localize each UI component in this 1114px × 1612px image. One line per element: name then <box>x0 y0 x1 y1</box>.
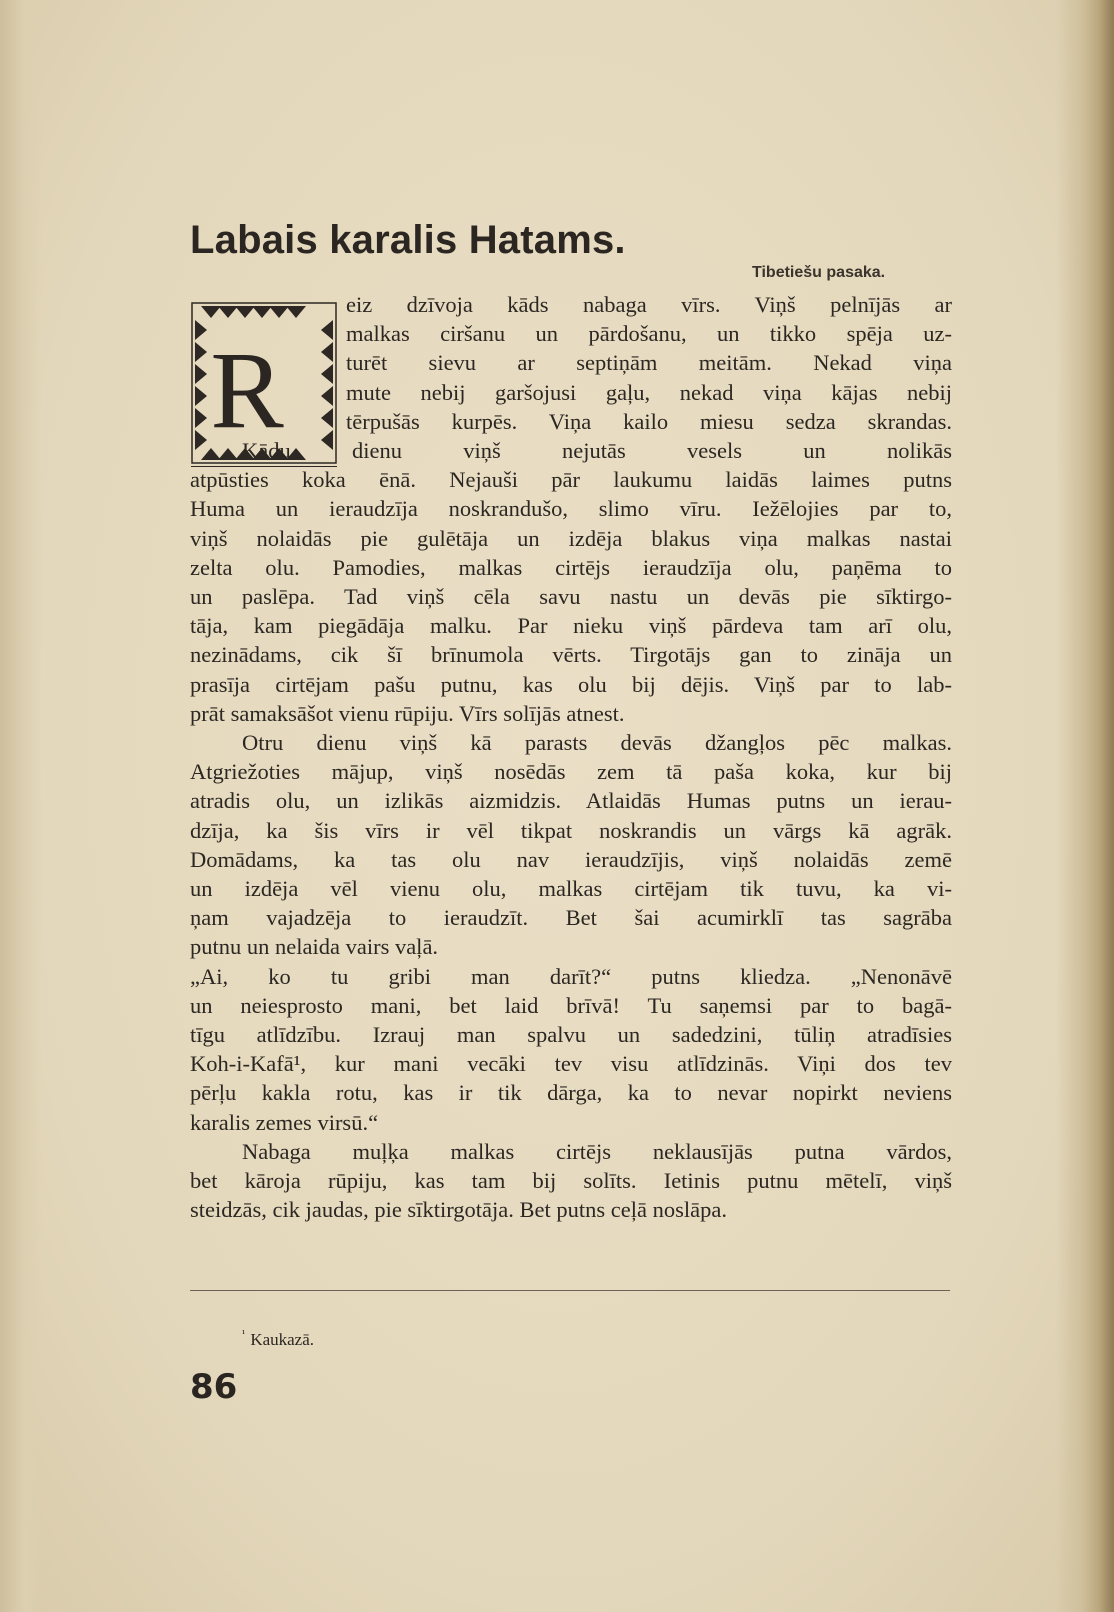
text-line: Domādams, ka tas olu nav ieraudzījis, viņš nolaidās zemē <box>190 846 952 872</box>
story-subtitle: Tibetiešu pasaka. <box>752 264 886 281</box>
text-line: Otru dienu viņš kā parasts devās džangļos pēc malkas. <box>242 730 952 755</box>
text-line: dzīja, ka šis vīrs ir vēl tikpat noskrandis un vārgs kā agrāk. <box>190 817 952 843</box>
text-line: Atgriežoties mājup, viņš nosēdās zem tā paša koka, kur bij <box>190 759 952 785</box>
text-line: bet kāroja rūpiju, kas tam bij solīts. Ietinis putnu mētelī, viņš <box>190 1168 952 1193</box>
text-line: atradis olu, un izlikās aizmidzis. Atlaidās Humas putns un ierau- <box>190 788 952 814</box>
text-line: nezinādams, cik šī brīnumola vērts. Tirgotājs gan to zināja un <box>190 642 952 668</box>
text-line: ņam vajadzēja to ieraudzīt. Bet šai acumirklī tas sagrāba <box>190 905 952 931</box>
text-line: Huma un ieraudzīja noskrandušo, slimo vīru. Iežēlojies par to, <box>190 496 952 522</box>
text-line: karalis zemes virsū.“ <box>190 1109 379 1135</box>
footnote-marker: ¹ <box>242 1328 246 1340</box>
text-line: un izdēja vēl vienu olu, malkas cirtējam tik tuvu, ka vi- <box>190 876 952 901</box>
text-line: putnu un nelaida vairs vaļā. <box>190 934 439 960</box>
story-title: Labais karalis Hatams. <box>190 218 626 262</box>
text-line: tīgu atlīdzību. Izrauj man spalvu un sadedzini, tūliņ atradīsies <box>190 1022 952 1047</box>
text-line: tērpušās kurpēs. Viņa kailo miesu sedza skrandas. <box>346 408 952 434</box>
text-line: Koh-i-Kafā¹, kur mani vecāki tev visu atlīdzinās. Viņi dos tev <box>190 1051 952 1077</box>
text-line: „Ai, ko tu gribi man darīt?“ putns kliedza. „Nenonāvē <box>190 963 952 989</box>
text-line: prāt samaksāšot vienu rūpiju. Vīrs solījās atnest. <box>190 700 625 726</box>
text-line: atpūsties koka ēnā. Nejauši pār laukumu laidās laimes putns <box>190 467 952 493</box>
text-line: mute nebij garšojusi gaļu, nekad viņa kājas nebij <box>346 379 952 405</box>
text-line: Nabaga muļķa malkas cirtējs neklausījās putna vārdos, <box>242 1138 952 1164</box>
text-line: eiz dzīvoja kāds nabaga vīrs. Viņš pelnījās ar <box>346 292 952 317</box>
text-line: viņš nolaidās pie gulētāja un izdēja blakus viņa malkas nastai <box>190 525 952 551</box>
text-line: zelta olu. Pamodies, malkas cirtējs ieraudzīja olu, paņēma to <box>190 554 952 580</box>
text-line: turēt sievu ar septiņām meitām. Nekad viņa <box>346 350 952 376</box>
text-line: malkas ciršanu un pārdošanu, un tikko spēja uz- <box>346 321 952 347</box>
text-line: un neiesprosto mani, bet laid brīvā! Tu saņemsi par to bagā- <box>190 992 952 1018</box>
page-number: 86 <box>190 1367 238 1407</box>
text-line: steidzās, cik jaudas, pie sīktirgotāja. Bet putns ceļā noslāpa. <box>190 1197 727 1223</box>
text-line: tāja, kam piegādāja malku. Par nieku viņš pārdeva tam arī olu, <box>190 613 952 639</box>
footnote <box>242 1330 314 1350</box>
footnote-text: Kaukazā. <box>250 1330 315 1349</box>
drop-cap-letter: R <box>210 329 284 451</box>
footnote-rule <box>190 1290 950 1291</box>
text-line: un paslēpa. Tad viņš cēla savu nastu un devās pie sīktirgo- <box>190 584 952 609</box>
text-line: Kādu dienu viņš nejutās vesels un nolikās <box>242 438 952 463</box>
text-line: prasīja cirtējam pašu putnu, kas olu bij dējis. Viņš par to lab- <box>190 671 952 697</box>
text-line: pērļu kakla rotu, kas ir tik dārga, ka to nevar nopirkt neviens <box>190 1080 952 1106</box>
